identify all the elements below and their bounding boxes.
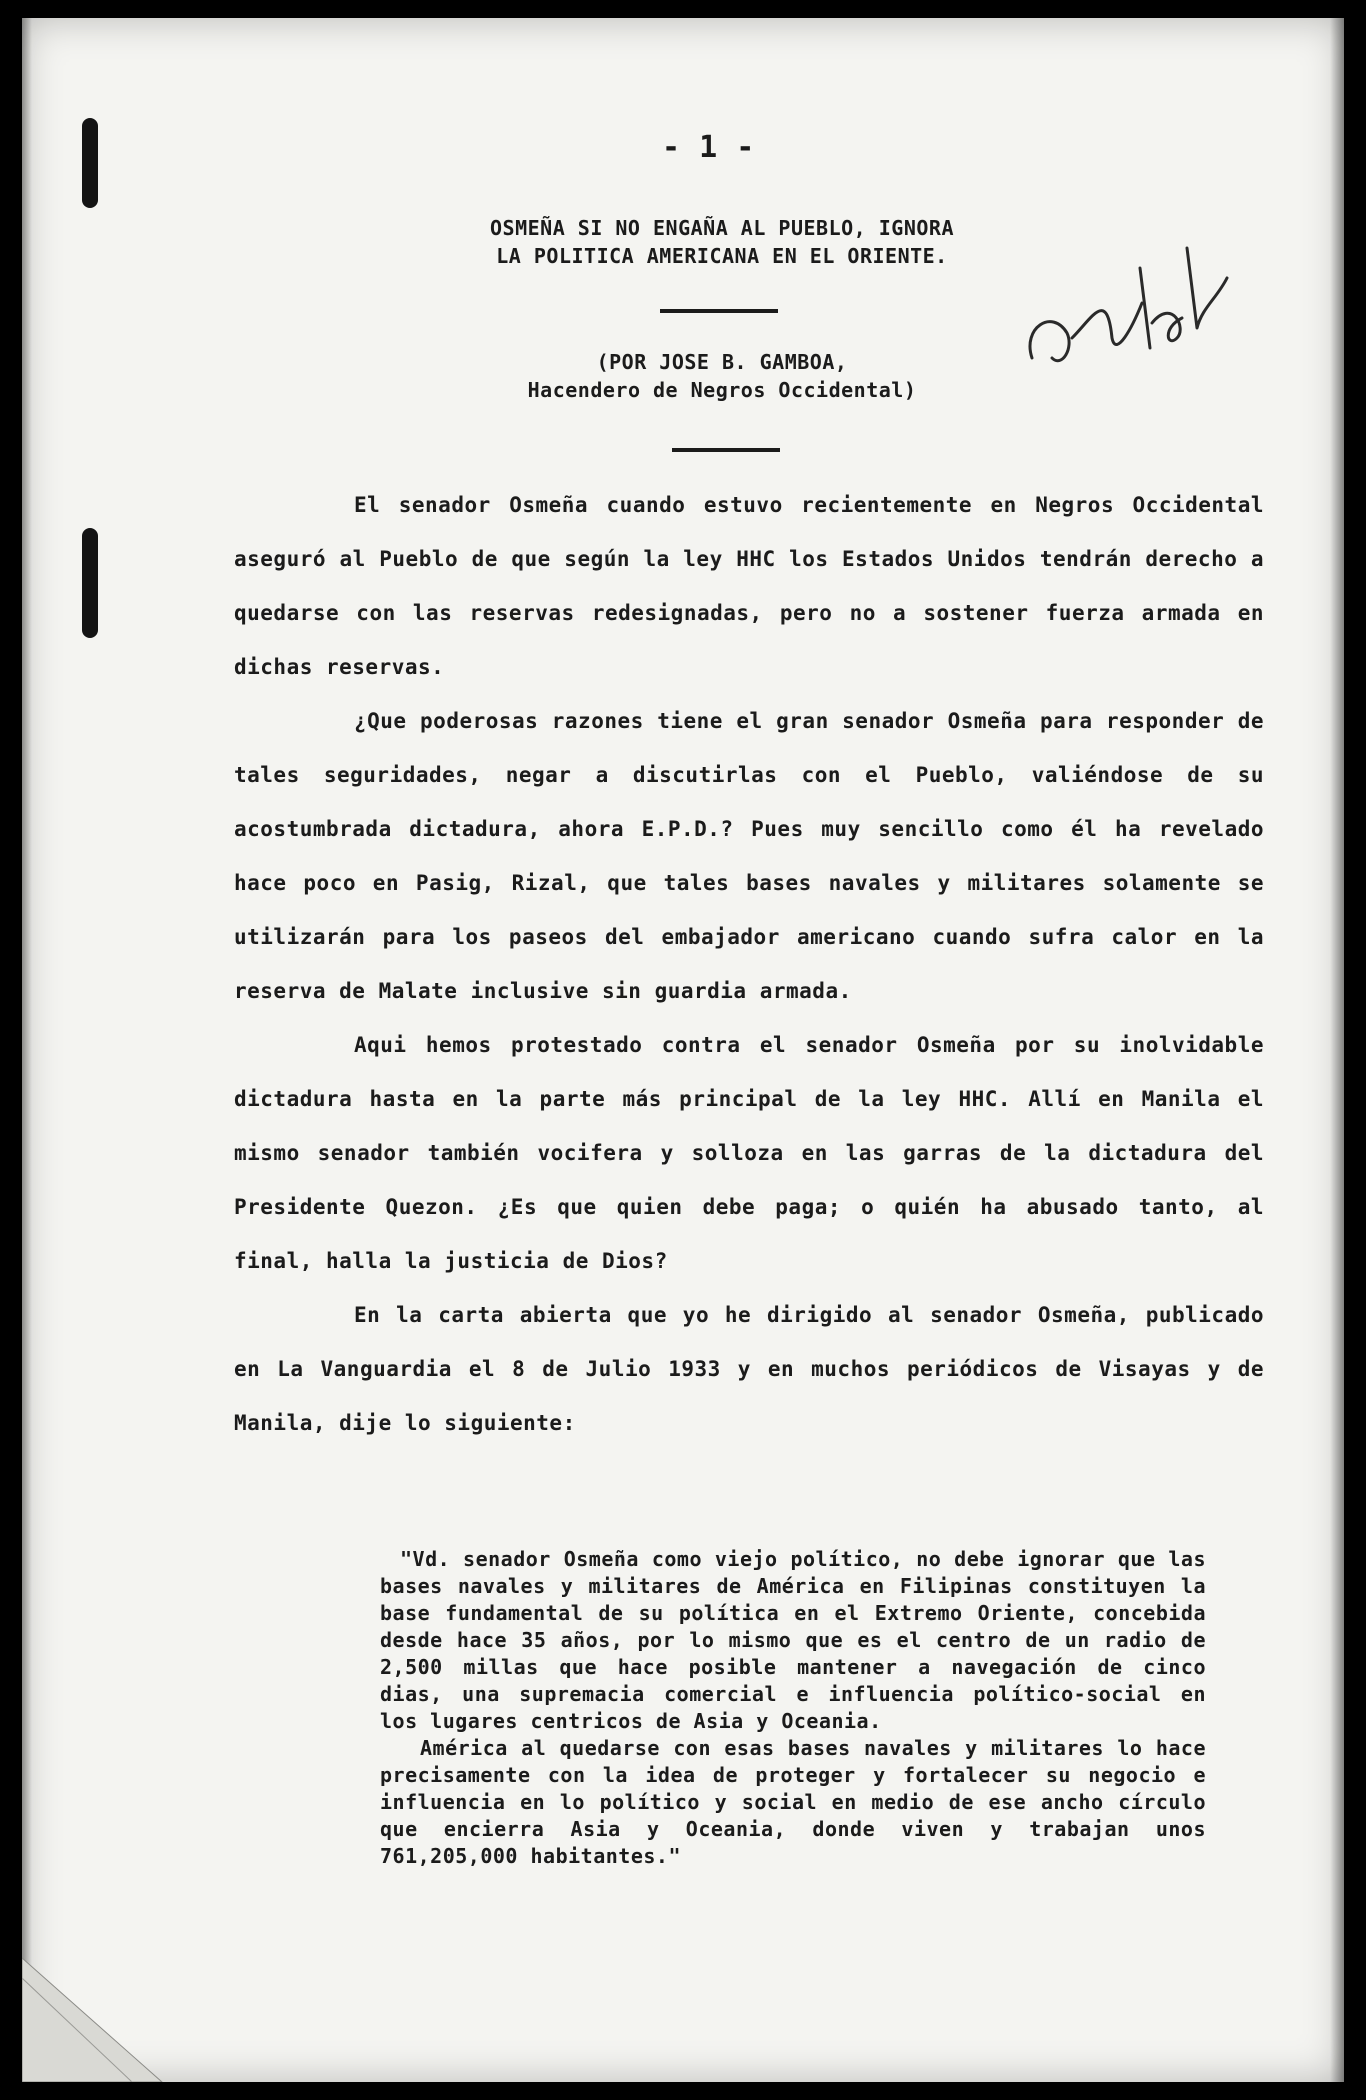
quote-paragraph: América al quedarse con esas bases navales y militares lo hace precisamente con la idea de proteger y fortalecer su negocio e influencia en lo político y social en medio de ese ancho círculo que encierra Asia y Oceania, donde viven y trabajan unos 761,205,000 habitantes." (380, 1736, 1206, 1868)
binder-hole-mark (82, 118, 98, 208)
separator-rule (672, 448, 780, 452)
body-paragraph: En la carta abierta que yo he dirigido al senador Osmeña, publicado en La Vanguardia el 8 de Julio 1933 y en muchos periódicos de Visayas y de Manila, dije lo siguiente: (234, 1303, 1264, 1435)
byline-affiliation: Hacendero de Negros Occidental) (527, 378, 917, 402)
block-quote (380, 1546, 1206, 1870)
body-paragraph: ¿Que poderosas razones tiene el gran senador Osmeña para responder de tales seguridades, negar a discutirlas con el Pueblo, valiéndose de su acostumbrada dictadura, ahora E.P.D.? Pues muy sencillo como él ha revelado hace poco en Pasig, Rizal, que tales bases navales y militares solamente se utilizarán para los paseos del embajador americano cuando sufra calor en la reserva de Malate inclusive sin guardia armada. (234, 709, 1264, 1003)
page-corner-fold (22, 1948, 172, 2082)
page-number: - 1 - (662, 130, 755, 165)
title-line: LA POLITICA AMERICANA EN EL ORIENTE. (496, 244, 948, 268)
byline-author: (POR JOSE B. GAMBOA, (596, 350, 848, 374)
article-body (234, 478, 1264, 1450)
page-right-edge (1330, 18, 1344, 2082)
title-line: OSMEÑA SI NO ENGAÑA AL PUEBLO, IGNORA (489, 216, 955, 240)
body-paragraph: Aqui hemos protestado contra el senador Osmeña por su inolvidable dictadura hasta en la parte más principal de la ley HHC. Allí en Manila el mismo senador también vocifera y solloza en las garras de la dictadura del Presidente Quezon. ¿Es que quien debe paga; o quién ha abusado tanto, al final, halla la justicia de Dios? (234, 1033, 1264, 1273)
page-left-edge (22, 18, 32, 2082)
byline (452, 348, 992, 404)
quote-paragraph: "Vd. senador Osmeña como viejo político, no debe ignorar que las bases navales y militares de América en Filipinas constituyen la base fundamental de su política en el Extremo Oriente, concebida desde hace 35 años, por lo mismo que es el centro de un radio de 2,500 millas que hace posible mantener a navegación de cinco dias, una supremacia comercial e influencia político-social en los lugares centricos de Asia y Oceania. (380, 1547, 1206, 1733)
handwritten-note (1012, 208, 1242, 388)
document-title (402, 214, 1042, 270)
binder-hole-mark (82, 528, 98, 638)
body-paragraph: El senador Osmeña cuando estuvo recientemente en Negros Occidental aseguró al Pueblo de que según la ley HHC los Estados Unidos tendrán derecho a quedarse con las reservas redesignadas, pero no a sostener fuerza armada en dichas reservas. (234, 493, 1264, 679)
document-page (22, 18, 1344, 2082)
separator-rule (660, 309, 778, 313)
